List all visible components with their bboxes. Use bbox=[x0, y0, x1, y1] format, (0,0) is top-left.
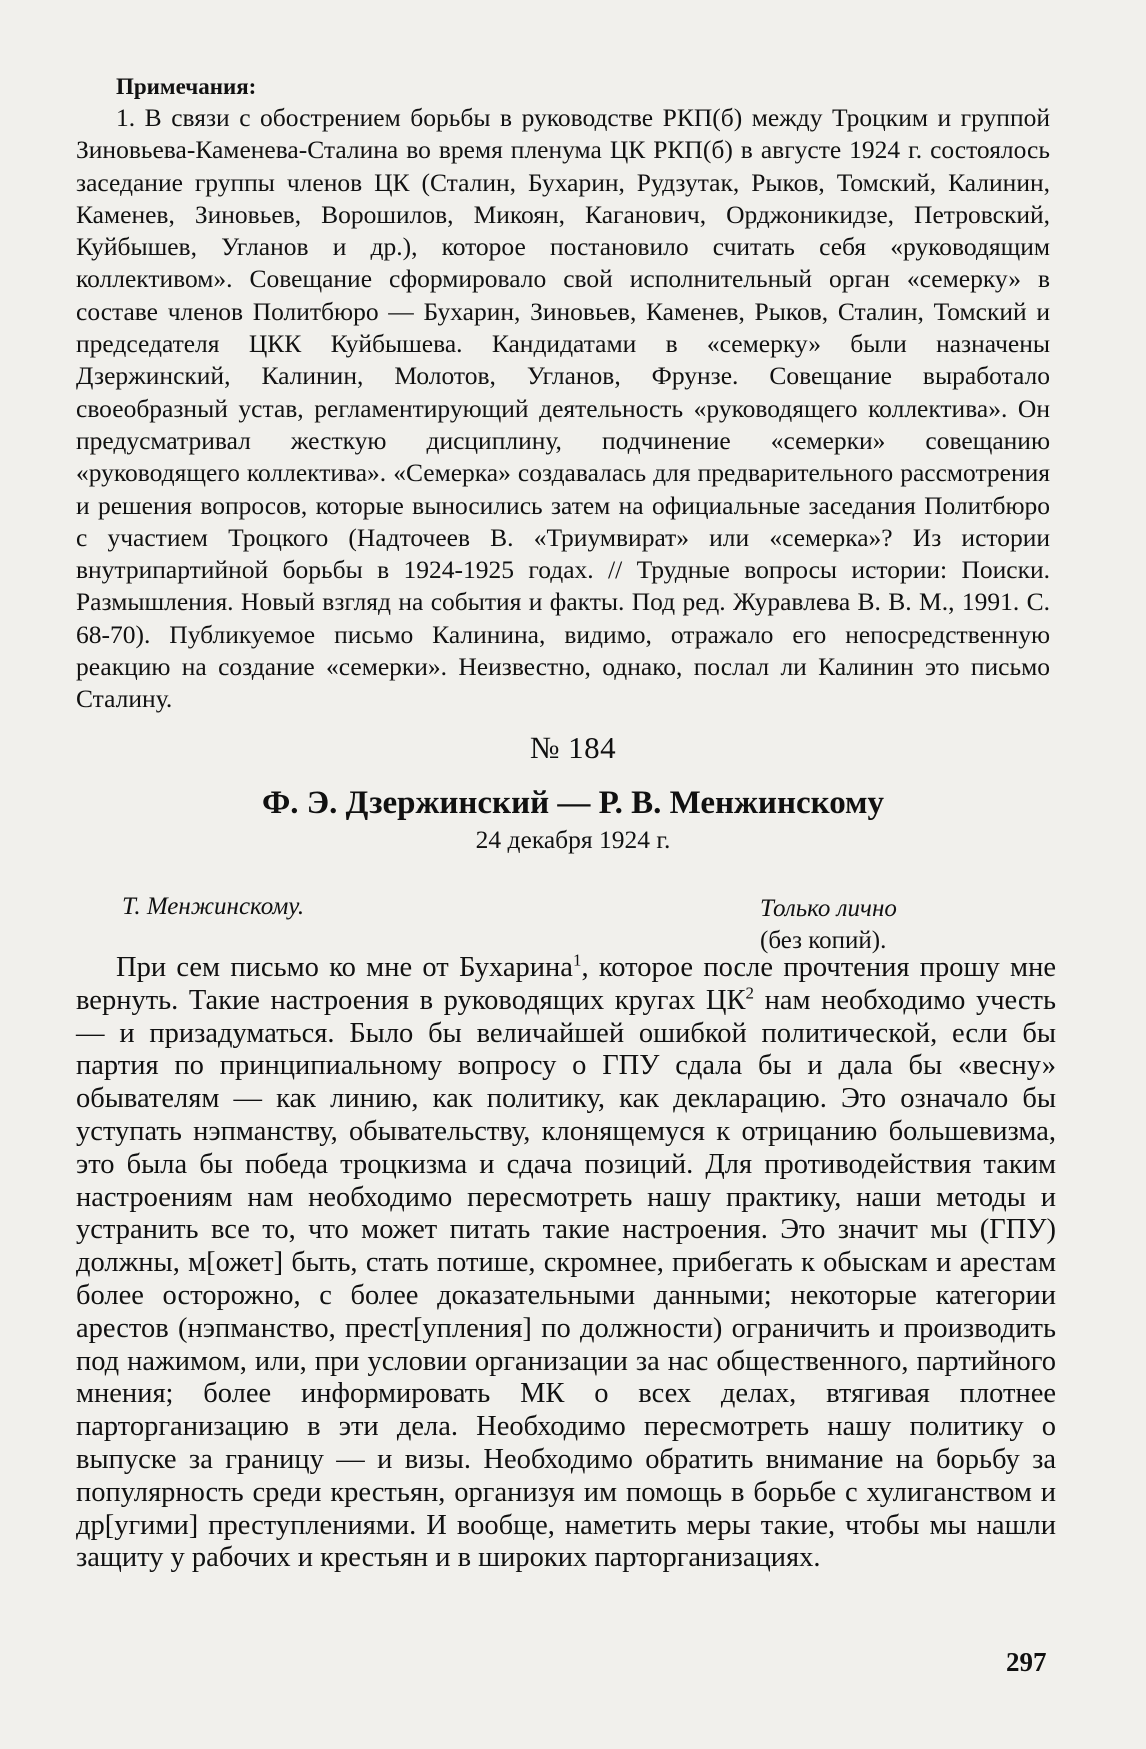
notes-heading: Примечания: bbox=[116, 74, 257, 99]
notes-text: 1. В связи с обострением борьбы в руководстве РКП(б) между Троцким и группой Зиновьева-Каменева-Сталина во время пленума ЦК РКП(б) в августе 1924 г. состоялось заседание группы членов ЦК (Сталин, Бухарин, Рудзутак, Рыков, Томский, Калинин, Каменев, Зиновьев, Ворошилов, Микоян, Каганович, Орджоникидзе, Петровский, Куйбышев, Угланов и др.), которое постановило считать себя «руководящим коллективом». Совещание сформировало свой исполнительный орган «семерку» в составе членов Политбюро — Бухарин, Зиновьев, Каменев, Рыков, Сталин, Томский и председателя ЦКК Куйбышева. Кандидатами в «семерку» были назначены Дзержинский, Калинин, Молотов, Угланов, Фрунзе. Совещание выработало своеобразный устав, регламентирующий деятельность «руководящего коллектива». Он предусматривал жесткую дисциплину, подчинение «семерки» совещанию «руководящего коллектива». «Семерка» создавалась для предварительного рассмотрения и решения вопросов, которые выносились затем на официальные заседания Политбюро с участием Троцкого (Надточеев В. «Триумвират» или «семерка»? Из истории внутрипартийной борьбы в 1924-1925 годах. // Трудные вопросы истории: Поиски. Размышления. Новый взгляд на события и факты. Под ред. Журавлева В. В. М., 1991. С. 68-70). Публикуемое письмо Калинина, видимо, отражало его непосредственную реакцию на создание «семерки». Неизвестно, однако, послал ли Калинин это письмо Сталину. bbox=[76, 103, 1050, 714]
letter-text-part1: При сем письмо ко мне от Бухарина bbox=[116, 952, 573, 983]
letter-text-part2: , которое после прочтения прошу мне вернуть. Такие настроения в руководящих кругах ЦК bbox=[76, 952, 1056, 1016]
footnote-ref-1: 1 bbox=[572, 950, 582, 970]
addressee: Т. Менжинскому. bbox=[122, 893, 305, 920]
confidentiality-mark-line2: (без копий). bbox=[760, 927, 887, 954]
document-number: № 184 bbox=[529, 730, 617, 765]
letter-body bbox=[76, 952, 1056, 1575]
letter-text-part3: нам необходимо учесть — и призадуматься. Было бы величайшей ошибкой политической, если бы партия по принципиальному вопросу о ГПУ сдала бы и дала бы «весну» обывателям — как линию, как политику, как декларацию. Это означало бы уступать нэпманству, обывательству, клонящемуся к отрицанию большевизма, это была бы победа троцкизма и сдача позиций. Для противодействия таким настроениям нам необходимо пересмотреть нашу практику, наши методы и устранить все то, что может питать такие настроения. Это значит мы (ГПУ) должны, м[ожет] быть, стать потише, скромнее, прибегать к обыскам и арестам более осторожно, с более доказательными данными; некоторые категории арестов (нэпманство, прест[упления] по должности) ограничить и производить под нажимом, или, при условии организации за нас общественного, партийного мнения; более информировать МК о всех делах, втягивая плотнее парторганизацию в эти дела. Необходимо пересмотреть нашу политику о выпуске за границу — и визы. Необходимо обратить внимание на борьбу за популярность среди крестьян, организуя им помощь в борьбе с хулиганством и др[угими] преступлениями. И вообще, наметить меры такие, чтобы мы нашли защиту у рабочих и крестьян и в широких парторганизациях. bbox=[76, 984, 1056, 1574]
document-date: 24 декабря 1924 г. bbox=[475, 825, 671, 854]
confidentiality-mark-line1: Только лично bbox=[760, 895, 897, 922]
confidentiality-mark bbox=[760, 893, 897, 957]
footnote-ref-2: 2 bbox=[745, 983, 755, 1003]
document-title: Ф. Э. Дзержинский — Р. В. Менжинскому bbox=[261, 785, 885, 821]
page-number: 297 bbox=[1006, 1647, 1047, 1677]
notes-section bbox=[76, 72, 1050, 716]
